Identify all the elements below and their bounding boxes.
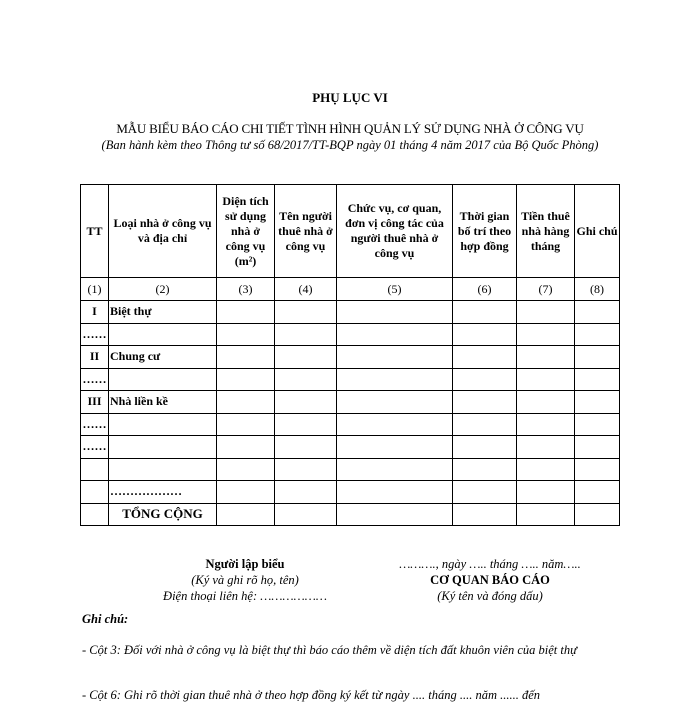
preparer-signature-block xyxy=(130,556,360,604)
table-cell xyxy=(217,481,275,504)
agency-signature-block xyxy=(360,556,620,604)
table-cell xyxy=(275,481,337,504)
table-cell xyxy=(217,436,275,459)
total-label: TỔNG CỘNG xyxy=(109,503,217,526)
col-header-contract-time: Thời gian bố trí theo hợp đồng xyxy=(453,185,517,278)
agency-title: CƠ QUAN BÁO CÁO xyxy=(430,573,550,587)
table-cell xyxy=(453,481,517,504)
table-cell xyxy=(217,503,275,526)
table-cell xyxy=(453,301,517,324)
table-body xyxy=(81,301,620,504)
table-cell xyxy=(275,391,337,414)
note-column-6: - Cột 6: Ghi rõ thời gian thuê nhà ở theo hợp đồng ký kết từ ngày .... tháng .... năm ...... đến xyxy=(82,688,541,702)
table-cell xyxy=(337,458,453,481)
table-cell xyxy=(575,436,620,459)
notes-heading: Ghi chú: xyxy=(82,612,129,626)
table-cell xyxy=(575,346,620,369)
col-number: (4) xyxy=(275,278,337,301)
form-subtitle: (Ban hành kèm theo Thông tư số 68/2017/TT-BQP ngày 01 tháng 4 năm 2017 của Bộ Quốc Phòng) xyxy=(101,138,599,152)
table-cell xyxy=(453,503,517,526)
table-cell xyxy=(217,413,275,436)
table-cell xyxy=(217,323,275,346)
col-header-area: Diện tích sử dụng nhà ở công vụ (m²) xyxy=(217,185,275,278)
table-cell xyxy=(275,503,337,526)
table-row xyxy=(81,346,620,369)
preparer-title: Người lập biểu xyxy=(205,557,285,571)
col-header-tenant-name: Tên người thuê nhà ở công vụ xyxy=(275,185,337,278)
table-cell xyxy=(337,413,453,436)
row-tt-cell: …… xyxy=(81,436,109,459)
column-number-row xyxy=(81,278,620,301)
table-row xyxy=(81,481,620,504)
table-cell xyxy=(275,323,337,346)
row-name-cell xyxy=(109,436,217,459)
agency-sign-note: (Ký tên và đóng dấu) xyxy=(437,589,543,603)
table-cell xyxy=(575,503,620,526)
row-tt-cell: …… xyxy=(81,323,109,346)
col-header-tt: TT xyxy=(81,185,109,278)
col-number: (5) xyxy=(337,278,453,301)
preparer-sign-note: (Ký và ghi rõ họ, tên) xyxy=(191,573,299,587)
col-number: (6) xyxy=(453,278,517,301)
table-cell xyxy=(517,458,575,481)
row-name-cell xyxy=(109,458,217,481)
table-cell xyxy=(337,481,453,504)
table-cell xyxy=(453,391,517,414)
row-tt-cell: …… xyxy=(81,368,109,391)
table-cell xyxy=(517,368,575,391)
table-cell xyxy=(453,368,517,391)
col-header-housing-type: Loại nhà ở công vụ và địa chỉ xyxy=(109,185,217,278)
row-tt-cell: I xyxy=(81,301,109,324)
row-name-cell xyxy=(109,368,217,391)
row-name-cell: Chung cư xyxy=(109,346,217,369)
table-header-row xyxy=(81,185,620,278)
row-name-cell xyxy=(109,323,217,346)
table-cell xyxy=(217,458,275,481)
table-cell xyxy=(453,413,517,436)
report-table xyxy=(80,184,620,526)
table-cell xyxy=(575,301,620,324)
table-cell xyxy=(217,391,275,414)
table-cell xyxy=(337,301,453,324)
table-cell xyxy=(81,503,109,526)
table-row xyxy=(81,391,620,414)
table-cell xyxy=(275,413,337,436)
table-cell xyxy=(275,368,337,391)
table-cell xyxy=(337,503,453,526)
table-cell xyxy=(337,323,453,346)
row-tt-cell: III xyxy=(81,391,109,414)
col-header-position: Chức vụ, cơ quan, đơn vị công tác của người thuê nhà ở công vụ xyxy=(337,185,453,278)
table-cell xyxy=(517,436,575,459)
report-date-line: ………., ngày ….. tháng ….. năm….. xyxy=(399,557,581,571)
table-cell xyxy=(517,503,575,526)
total-row xyxy=(81,503,620,526)
table-cell xyxy=(337,436,453,459)
table-cell xyxy=(453,436,517,459)
table-cell xyxy=(575,413,620,436)
table-cell xyxy=(217,368,275,391)
row-name-cell: Biệt thự xyxy=(109,301,217,324)
row-name-cell: Nhà liền kề xyxy=(109,391,217,414)
col-number: (7) xyxy=(517,278,575,301)
row-tt-cell: II xyxy=(81,346,109,369)
preparer-phone: Điện thoại liên hệ: ……………… xyxy=(163,589,327,603)
table-cell xyxy=(337,368,453,391)
row-name-cell xyxy=(109,413,217,436)
table-row xyxy=(81,436,620,459)
appendix-label: PHỤ LỤC VI xyxy=(312,90,388,105)
table-cell xyxy=(275,346,337,369)
row-tt-cell xyxy=(81,481,109,504)
table-row xyxy=(81,368,620,391)
table-row xyxy=(81,458,620,481)
table-cell xyxy=(575,458,620,481)
table-row xyxy=(81,301,620,324)
table-cell xyxy=(517,391,575,414)
table-cell xyxy=(575,391,620,414)
note-column-3: - Cột 3: Đối với nhà ở công vụ là biệt thự thì báo cáo thêm về diện tích đất khuôn viên của biệt thự xyxy=(82,643,577,657)
table-cell xyxy=(517,323,575,346)
table-row xyxy=(81,413,620,436)
table-cell xyxy=(217,301,275,324)
table-cell xyxy=(337,346,453,369)
table-cell xyxy=(275,301,337,324)
table-cell xyxy=(337,391,453,414)
col-number: (2) xyxy=(109,278,217,301)
col-header-monthly-rent: Tiền thuê nhà hàng tháng xyxy=(517,185,575,278)
row-tt-cell xyxy=(81,458,109,481)
row-name-cell: ……………… xyxy=(109,481,217,504)
table-row xyxy=(81,323,620,346)
table-cell xyxy=(453,346,517,369)
table-cell xyxy=(575,323,620,346)
col-number: (1) xyxy=(81,278,109,301)
row-tt-cell: …… xyxy=(81,413,109,436)
table-cell xyxy=(517,346,575,369)
col-number: (3) xyxy=(217,278,275,301)
col-number: (8) xyxy=(575,278,620,301)
table-cell xyxy=(275,436,337,459)
table-cell xyxy=(217,346,275,369)
table-cell xyxy=(517,301,575,324)
table-cell xyxy=(517,413,575,436)
table-cell xyxy=(575,481,620,504)
table-cell xyxy=(275,458,337,481)
table-cell xyxy=(453,323,517,346)
table-cell xyxy=(517,481,575,504)
form-title: MẪU BIỂU BÁO CÁO CHI TIẾT TÌNH HÌNH QUẢN LÝ SỬ DỤNG NHÀ Ở CÔNG VỤ xyxy=(116,121,584,136)
table-cell xyxy=(575,368,620,391)
col-header-notes: Ghi chú xyxy=(575,185,620,278)
table-cell xyxy=(453,458,517,481)
